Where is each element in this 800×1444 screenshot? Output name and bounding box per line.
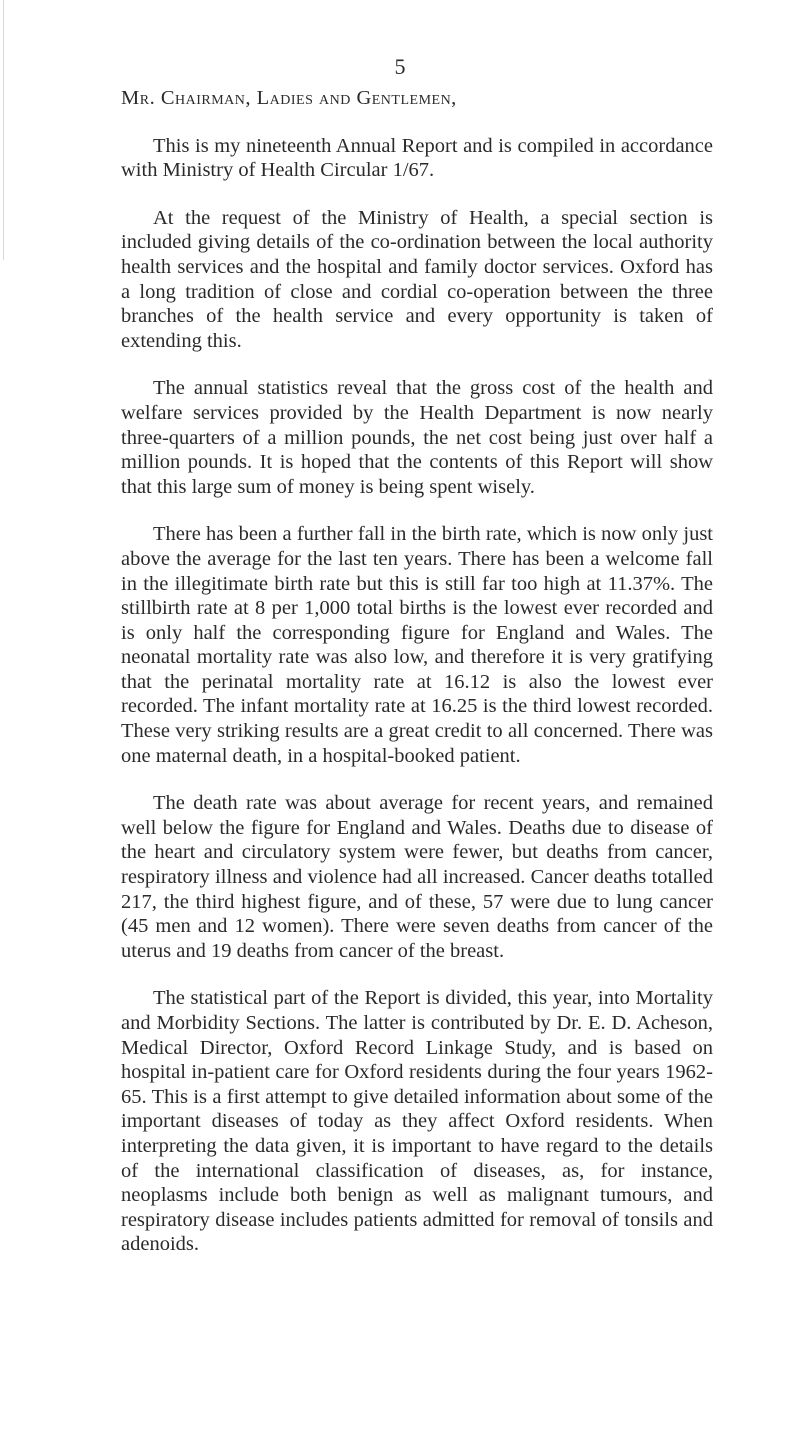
paragraph-report-intro: This is my nineteenth Annual Report and is compiled in accordance with Ministry of Health Circular 1/67. bbox=[121, 134, 713, 182]
page-number: 5 bbox=[394, 54, 406, 79]
salutation: Mr. Chairman, Ladies and Gentlemen, bbox=[121, 87, 457, 109]
scan-edge-line bbox=[3, 0, 4, 260]
paragraph-birth-rates: There has been a further fall in the birth rate, which is now only just above the average for the last ten years. There has been a welcome fall in the illegitimate birth rate but this is still far too high at 11.37%. The stillbirth rate at 8 per 1,000 total births is the lowest ever recorded and is only half the corresponding figure for England and Wales. The neonatal mortality rate was also low, and therefore it is very gratifying that the perinatal mortality rate at 16.12 is also the lowest ever recorded. The infant mortality rate at 16.25 is the third lowest recorded. These very striking results are a great credit to all concerned. There was one maternal death, in a hospital-booked patient. bbox=[121, 523, 713, 767]
paragraph-death-rates: The death rate was about average for recent years, and remained well below the figure for England and Wales. Deaths due to disease of the heart and circulatory system were fewer, but deaths from cancer, respiratory illness and violence had all increased. Cancer deaths totalled 217, the third highest figure, and of these, 57 were due to lung cancer (45 men and 12 women). There were seven deaths from cancer of the uterus and 19 deaths from cancer of the breast. bbox=[121, 792, 713, 962]
paragraph-costs: The annual statistics reveal that the gross cost of the health and welfare services provided by the Health Department is now nearly three-quarters of a million pounds, the net cost being just over half a million pounds. It is hoped that the contents of this Report will show that this large sum of money is being spent wisely. bbox=[121, 377, 713, 498]
paragraph-co-ordination: At the request of the Ministry of Health, a special section is included giving details of the co-ordination between the local authority health services and the hospital and family doctor services. Oxford has a long tradition of close and cordial co-operation between the three branches of the health service and every opportunity is taken of extending this. bbox=[121, 206, 713, 352]
paragraph-morbidity-section: The statistical part of the Report is divided, this year, into Mortality and Morbidity Sections. The latter is contributed by Dr. E. D. Acheson, Medical Director, Oxford Record Linkage Study, and is based on hospital in-patient care for Oxford residents during the four years 1962-65. This is a first attempt to give detailed information about some of the important diseases of today as they affect Oxford residents. When interpreting the data given, it is important to have regard to the details of the international classification of diseases, as, for instance, neoplasms include both benign as well as malignant tumours, and respiratory disease includes patients admitted for removal of tonsils and adenoids. bbox=[121, 987, 713, 1256]
report-body bbox=[121, 86, 713, 1280]
